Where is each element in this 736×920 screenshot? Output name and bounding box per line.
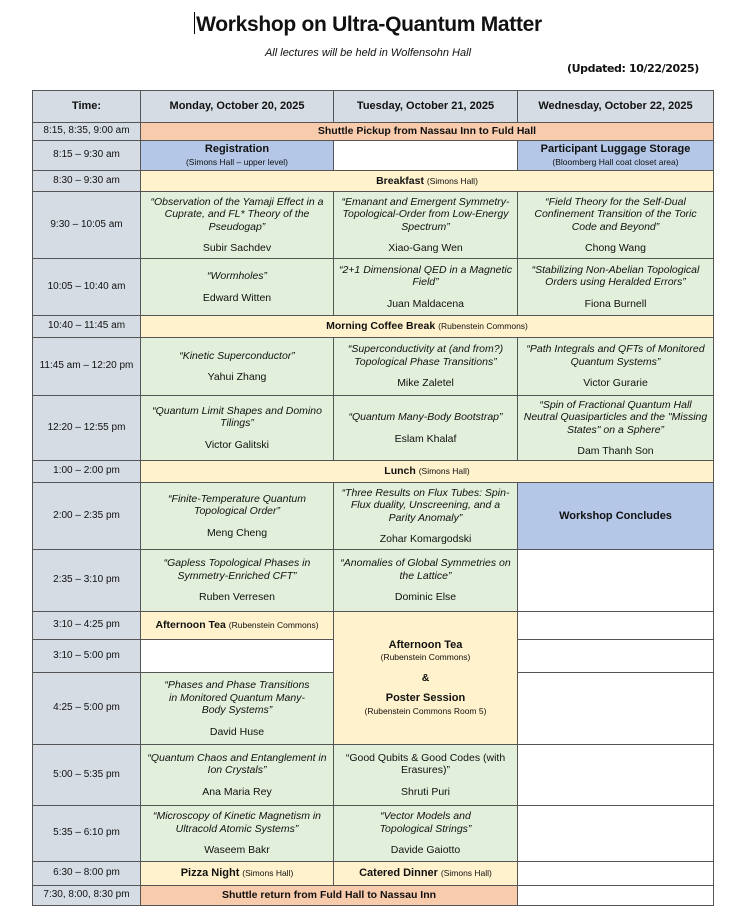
talk-title: “Stabilizing Non-Abelian Topological Orders using Heralded Errors” [531, 263, 700, 289]
talk-cell [334, 745, 518, 806]
pizza-night-cell [141, 862, 334, 886]
talk-cell [518, 396, 714, 461]
talk-title: “Gapless Topological Phases in Symmetry-Enriched CFT” [163, 557, 311, 582]
table-row [33, 806, 714, 862]
talk-cell [141, 673, 334, 745]
talk-cell [518, 338, 714, 396]
table-row [33, 171, 714, 192]
table-row [33, 123, 714, 141]
table-row [33, 886, 714, 906]
talk-title: “Path Integrals and QFTs of Monitored Quantum Systems” [526, 343, 705, 368]
talk-cell [141, 192, 334, 259]
table-row [33, 550, 714, 612]
column-header-time: Time: [33, 91, 141, 123]
registration-title: Registration [204, 143, 270, 155]
schedule-table [32, 90, 714, 906]
empty-cell [141, 640, 334, 673]
speaker: Victor Galitski [205, 438, 269, 451]
catered-dinner-cell [334, 862, 518, 886]
table-row [33, 612, 714, 640]
speaker: Mike Zaletel [397, 377, 454, 390]
table-row [33, 483, 714, 550]
empty-cell [334, 141, 518, 171]
time-cell: 12:20 – 12:55 pm [33, 396, 141, 461]
talk-title: “Anomalies of Global Symmetries on the Lattice” [340, 557, 511, 582]
text-cursor [194, 12, 195, 34]
talk-cell [334, 259, 518, 316]
pizza-title: Pizza Night [180, 867, 240, 880]
breakfast-cell [141, 171, 714, 192]
speaker: Ruben Verresen [199, 591, 275, 604]
tea-poster-session-cell [334, 612, 518, 745]
talk-cell [334, 396, 518, 461]
time-cell: 2:00 – 2:35 pm [33, 483, 141, 550]
time-cell: 5:00 – 5:35 pm [33, 745, 141, 806]
speaker: Edward Witten [202, 291, 272, 304]
tea-title: Afternoon Tea [155, 619, 226, 632]
ampersand: & [421, 671, 430, 684]
lunch-title: Lunch [384, 465, 416, 478]
luggage-title: Participant Luggage Storage [540, 143, 691, 155]
column-header-wednesday: Wednesday, October 22, 2025 [518, 91, 714, 123]
tea-location: (Rubenstein Commons) [228, 620, 319, 631]
dinner-location: (Simons Hall) [440, 868, 492, 879]
talk-cell [141, 396, 334, 461]
talk-title: “Vector Models and Topological Strings” [379, 810, 472, 835]
dinner-title: Catered Dinner [359, 867, 438, 880]
empty-cell [518, 550, 714, 612]
tea-location: (Rubenstein Commons) [380, 652, 471, 663]
speaker: Yahui Zhang [207, 371, 267, 383]
time-cell: 8:15 – 9:30 am [33, 141, 141, 171]
speaker: Shruti Puri [400, 785, 451, 798]
subtitle: All lectures will be held in Wolfensohn Hall [264, 47, 472, 59]
talk-title: “Phases and Phase Transitions in Monitored Quantum Many-Body Systems” [164, 679, 310, 716]
table-row [33, 396, 714, 461]
lunch-location: (Simons Hall) [418, 466, 470, 477]
table-row [33, 461, 714, 483]
table-row [33, 192, 714, 259]
coffee-break-cell [141, 316, 714, 338]
registration-cell [141, 141, 334, 171]
breakfast-title: Breakfast [376, 174, 424, 187]
coffee-location: (Rubenstein Commons) [438, 321, 528, 332]
time-cell: 10:40 – 11:45 am [33, 316, 141, 338]
speaker: Zohar Komargodski [379, 533, 472, 545]
lunch-cell [141, 461, 714, 483]
updated-date: (Updated: 10/22/2025) [567, 62, 699, 75]
table-row [33, 259, 714, 316]
page-title [0, 12, 736, 37]
talk-cell [518, 192, 714, 259]
registration-location: (Simons Hall – upper level) [185, 156, 289, 167]
time-cell: 7:30, 8:00, 8:30 pm [33, 886, 141, 906]
tea-title: Afternoon Tea [388, 638, 463, 651]
talk-cell [141, 806, 334, 862]
talk-title: “Quantum Limit Shapes and Domino Tilings” [152, 404, 322, 430]
speaker: Eslam Khalaf [394, 432, 457, 445]
talk-cell [334, 806, 518, 862]
empty-cell [518, 612, 714, 640]
shuttle-return-cell: Shuttle return from Fuld Hall to Nassau Inn [141, 886, 518, 906]
time-cell: 11:45 am – 12:20 pm [33, 338, 141, 396]
workshop-concludes-cell: Workshop Concludes [518, 483, 714, 550]
time-cell: 3:10 – 5:00 pm [33, 640, 141, 673]
empty-cell [518, 745, 714, 806]
time-cell: 6:30 – 8:00 pm [33, 862, 141, 886]
talk-title: “Finite-Temperature Quantum Topological Order” [168, 492, 306, 518]
title-text: Workshop on Ultra-Quantum Matter [196, 13, 542, 36]
talk-title: “Spin of Fractional Quantum Hall Neutral Quasiparticles and the "Missing States" on a Sphere” [523, 398, 708, 436]
talk-cell [141, 338, 334, 396]
talk-title: “Wormholes” [206, 270, 268, 282]
poster-session-location: (Rubenstein Commons Room 5) [364, 705, 487, 716]
time-cell: 1:00 – 2:00 pm [33, 461, 141, 483]
afternoon-tea-cell [141, 612, 334, 640]
column-header-tuesday: Tuesday, October 21, 2025 [334, 91, 518, 123]
column-header-monday: Monday, October 20, 2025 [141, 91, 334, 123]
speaker: Subir Sachdev [202, 242, 272, 254]
speaker: Dominic Else [394, 591, 457, 604]
time-cell: 8:15, 8:35, 9:00 am [33, 123, 141, 141]
time-cell: 4:25 – 5:00 pm [33, 673, 141, 745]
empty-cell [518, 886, 714, 906]
talk-cell [334, 338, 518, 396]
talk-cell [518, 259, 714, 316]
speaker: Meng Cheng [206, 526, 268, 539]
talk-title: “Quantum Many-Body Bootstrap” [348, 411, 503, 423]
talk-title: “Kinetic Superconductor” [179, 349, 295, 362]
talk-cell [141, 745, 334, 806]
table-row [33, 745, 714, 806]
time-cell: 3:10 – 4:25 pm [33, 612, 141, 640]
speaker: Fiona Burnell [584, 297, 647, 310]
talk-cell [141, 550, 334, 612]
empty-cell [518, 640, 714, 673]
speaker: David Huse [209, 725, 265, 738]
talk-cell [334, 483, 518, 550]
empty-cell [518, 673, 714, 745]
talk-title: “Observation of the Yamaji Effect in a Cuprate, and FL* Theory of the Pseudogap” [150, 195, 324, 233]
time-cell: 5:35 – 6:10 pm [33, 806, 141, 862]
talk-title: “Emanant and Emergent Symmetry-Topological-Order from Low-Energy Spectrum” [341, 195, 510, 233]
pizza-location: (Simons Hall) [242, 868, 294, 879]
table-row [33, 316, 714, 338]
talk-cell [334, 550, 518, 612]
empty-cell [518, 862, 714, 886]
speaker: Ana Maria Rey [202, 785, 272, 798]
talk-title: “Good Qubits & Good Codes (with Erasures)” [345, 751, 506, 777]
talk-title: “Field Theory for the Self-Dual Confinement Transition of the Toric Code and Beyond” [534, 195, 697, 233]
talk-cell [334, 192, 518, 259]
time-cell: 9:30 – 10:05 am [33, 192, 141, 259]
talk-cell [141, 259, 334, 316]
talk-title: “Superconductivity at (and from?) Topological Phase Transitions” [347, 343, 504, 368]
poster-session-title: Poster Session [385, 692, 466, 705]
time-cell: 8:30 – 9:30 am [33, 171, 141, 192]
speaker: Chong Wang [585, 242, 646, 254]
talk-title: “2+1 Dimensional QED in a Magnetic Field” [338, 263, 513, 289]
header-row [33, 91, 714, 123]
luggage-location: (Bloomberg Hall coat closet area) [552, 156, 679, 167]
talk-cell [141, 483, 334, 550]
speaker: Dam Thanh Son [577, 445, 654, 457]
speaker: Juan Maldacena [386, 297, 465, 310]
breakfast-location: (Simons Hall) [426, 175, 478, 186]
table-row [33, 338, 714, 396]
speaker: Xiao-Gang Wen [388, 242, 463, 254]
speaker: Victor Gurarie [583, 377, 648, 390]
talk-title: “Quantum Chaos and Entanglement in Ion Crystals” [147, 751, 327, 777]
coffee-title: Morning Coffee Break [326, 320, 436, 333]
table-row [33, 862, 714, 886]
talk-title: “Three Results on Flux Tubes: Spin-Flux duality, Unscreening, and a Parity Anomaly” [341, 486, 510, 524]
table-row [33, 141, 714, 171]
speaker: Waseem Bakr [204, 844, 270, 857]
speaker: Davide Gaiotto [390, 844, 461, 857]
time-cell: 10:05 – 10:40 am [33, 259, 141, 316]
shuttle-pickup-cell: Shuttle Pickup from Nassau Inn to Fuld Hall [141, 123, 714, 141]
talk-title: “Microscopy of Kinetic Magnetism in Ultracold Atomic Systems” [152, 810, 322, 835]
time-cell: 2:35 – 3:10 pm [33, 550, 141, 612]
luggage-storage-cell [518, 141, 714, 171]
empty-cell [518, 806, 714, 862]
